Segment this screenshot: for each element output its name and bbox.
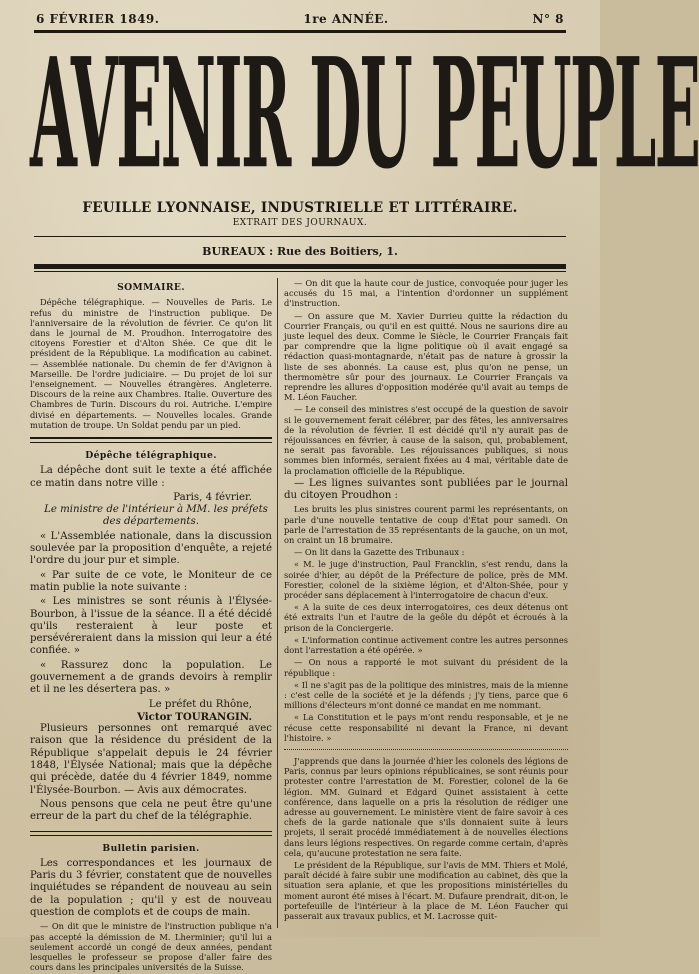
news-paragraph: — On assure que M. Xavier Durrieu quitte la rédaction du Courrier Français, ou qu'il en est quitté. Nous ne saurions dire au juste lequel des deux. Comme le Siècle, le Courrier Français fait par comprendre que la ligne politique où il avait engagé sa rédaction quasi-montagnarde, n'était pas de nature à grossir la liste de ses abonnés. La cause est, plus qu'on ne pense, un thermomètre sûr pour des journaux. Le Courrier Français va reprendre les allures d'opposition modérée qu'il avait au temps de M. Léon Faucher. (284, 310, 568, 403)
extrait-line: EXTRAIT DES JOURNAUX. (232, 218, 368, 228)
bulletin-heading: Bulletin parisien. (102, 842, 200, 854)
masthead (30, 25, 699, 203)
news-paragraph: « Il ne s'agit pas de la politique des ministres, mais de la mienne : c'est celle de la société et je la défends ; j'y tiens, parce que 6 millions d'électeurs m'ont donné ce mandat en me nommant. (284, 679, 568, 711)
bulletin-paragraph: — On dit que le ministre de l'instruction publique n'a pas accepté la démission de M. Lherminier; qu'il lui a seulement accordé un congé de deux années, pendant lesquelles le professeur se propose d'aller faire des cours dans les principales universités de la Suisse. (30, 921, 272, 973)
separator (30, 437, 272, 443)
masthead-bottom-rule-thin (34, 271, 566, 272)
separator (284, 749, 568, 750)
depeche-recipient: Le ministre de l'intérieur à MM. les préfets des départements. (44, 504, 268, 528)
news-paragraph: Les bruits les plus sinistres courent parmi les représentants, on parle d'une nouvelle tentative de coup d'État pour samedi. On parle de l'arrestation de 35 représentants de la gauche, on un mot, on craint un 18 brumaire. (284, 504, 568, 546)
depeche-paragraph: Nous pensons que cela ne peut être qu'une erreur de la part du chef de la télégraphie. (30, 798, 272, 823)
bulletin-paragraph: Les correspondances et les journaux de Paris du 3 février, constatent que de nouvelles inquiétudes se répandent de nouveau au sein de la population ; qu'il y est de nouveau question de complots et de coups de main. (30, 857, 272, 919)
separator (30, 831, 272, 836)
sommaire-heading: SOMMAIRE. (117, 282, 185, 293)
depeche-place: Paris, 4 février. (173, 491, 252, 503)
depeche-paragraph: « Rassurez donc la population. Le gouvernement a de grands devoirs à remplir et il ne les désertera pas. » (30, 659, 272, 696)
right-column (284, 278, 568, 923)
depeche-paragraph: « Par suite de ce vote, le Moniteur de ce matin publie la note suivante : (30, 569, 272, 593)
depeche-paragraph: « L'Assemblée nationale, dans la discussion soulevée par la proposition d'enquête, a rejeté l'ordre du jour pur et simple. (30, 530, 272, 567)
news-paragraph: « L'information continue activement contre les autres personnes dont l'arrestation a été opérée. » (284, 634, 568, 656)
news-paragraph: « A la suite de ces deux interrogatoires, ces deux détenus ont été extraits l'un et l'autre de la geôle du dépôt et écroués à la prison de la Conciergerie. (284, 602, 568, 633)
issue-number: N° 8 (532, 12, 564, 26)
depeche-paragraph: Plusieurs personnes ont remarqué avec raison que la résidence du président de la République s'appelait depuis le 24 février 1848, l'Élysée National; mais que la dépêche qui précède, datée du 4 février 1849, nomme l'Élysée-Bourbon. — Avis aux démocrates. (30, 723, 272, 796)
depeche-intro: La dépêche dont suit le texte a été affichée ce matin dans notre ville : (30, 465, 272, 489)
news-paragraph: — On lit dans la Gazette des Tribunaux : (294, 547, 465, 558)
masthead-bottom-rule (34, 264, 566, 269)
issue-date: 6 FÉVRIER 1849. (36, 12, 160, 26)
column-divider (277, 278, 278, 928)
signature-name: Victor TOURANGIN. (137, 710, 252, 723)
news-paragraph: « M. le juge d'instruction, Paul Francklin, s'est rendu, dans la soirée d'hier, au dépôt de la Préfecture de police, près de MM. Forestier, colonel de la sixième légion, et d'Alton-Shée, pour y procéder sans déplacement à l'interrogatoire de chacun d'eux. (284, 559, 568, 601)
subtitle: FEUILLE LYONNAISE, INDUSTRIELLE ET LITTÉRAIRE. (82, 200, 518, 216)
news-paragraph: — Les lignes suivantes sont publiées par le journal du citoyen Proudhon : (284, 477, 568, 502)
masthead-title: AVENIR DU PEUPLE (30, 25, 699, 203)
depeche-heading: Dépêche télégraphique. (85, 449, 217, 461)
news-paragraph: J'apprends que dans la journée d'hier les colonels des légions de Paris, connus par leurs opinions républicaines, se sont réunis pour protester contre l'arrestation de M. Forestier, colonel de la 6e légion. MM. Guinard et Edgard Quinet assistaient à cette conférence, dans laquelle on a pris la résolution de rédiger une adresse au gouvernement. Le ministère vient de faire savoir à ces chefs de la garde nationale que s'ils donnaient suite à leurs projets, il serait procédé immédiatement à de nouvelles élections dans leurs légions respectives. On regarde comme certain, d'après cela, qu'aucune protestation ne sera faite. (284, 755, 568, 858)
news-paragraph: — On dit que la haute cour de justice, convoquée pour juger les accusés du 15 mai, a l'intention d'ordonner un supplément d'instruction. (284, 278, 568, 309)
sommaire-text: Dépêche télégraphique. — Nouvelles de Paris. Le refus du ministre de l'instruction publique. De l'anniversaire de la révolution de février. Ce qu'on lit dans le journal de M. Proudhon. Interrogatoire des citoyens Forestier et d'Alton Shée. Ce que dit le président de la République. La modification au cabinet. — Assemblée nationale. Du chemin de fer d'Avignon à Marseille. De l'ordre judiciaire. — Du projet de loi sur l'enseignement. — Nouvelles étrangères. Angleterre. Discours de la reine aux Chambres. Italie. Ouverture des Chambres de Turin. Discours du roi. Autriche. L'empire divisé en départements. — Nouvelles locales. Grande mutation de troupe. Un Soldat pendu par un pied. (30, 297, 272, 430)
news-paragraph: Le président de la République, sur l'avis de MM. Thiers et Molé, paraît décidé à faire subir une modification au cabinet, dès que la situation sera aplanie, et que les propositions ministérielles du moment auront été mises à l'écart. M. Dufaure prendrait, dit-on, le portefeuille de l'intérieur à la place de M. Léon Faucher qui passerait aux travaux publics, et M. Lacrosse quit- (284, 859, 568, 921)
news-paragraph: — On nous a rapporté le mot suivant du président de la république : (284, 657, 568, 678)
news-paragraph: « La Constitution et le pays m'ont rendu responsable, et je ne récuse cette responsabilité ni devant la France, ni devant l'histoire. » (284, 712, 568, 743)
issue-year: 1re ANNÉE. (303, 12, 389, 26)
thin-rule (34, 236, 566, 237)
left-column (30, 278, 272, 974)
news-paragraph: — Le conseil des ministres s'est occupé de la question de savoir si le gouvernement ferait célébrer, par des fêtes, les anniversaires de la révolution de février. Il est décidé qu'il n'y aurait pas de réjouissances en février, à cause de la saison, qui, probablement, ne serait pas favorable. Les réjouissances publiques, si nous sommes bien informés, seraient fixées au 4 mai, véritable date de la proclamation officielle de la République. (284, 404, 568, 476)
bureaux-line: BUREAUX : Rue des Boitiers, 1. (202, 245, 398, 258)
depeche-paragraph: « Les ministres se sont réunis à l'Élysée-Bourbon, à l'issue de la séance. Il a été décidé qu'ils resteraient à leur poste et persévéreraient dans la mission qui leur a été confiée. » (30, 596, 272, 657)
signature-title: Le préfet du Rhône, (148, 698, 252, 710)
